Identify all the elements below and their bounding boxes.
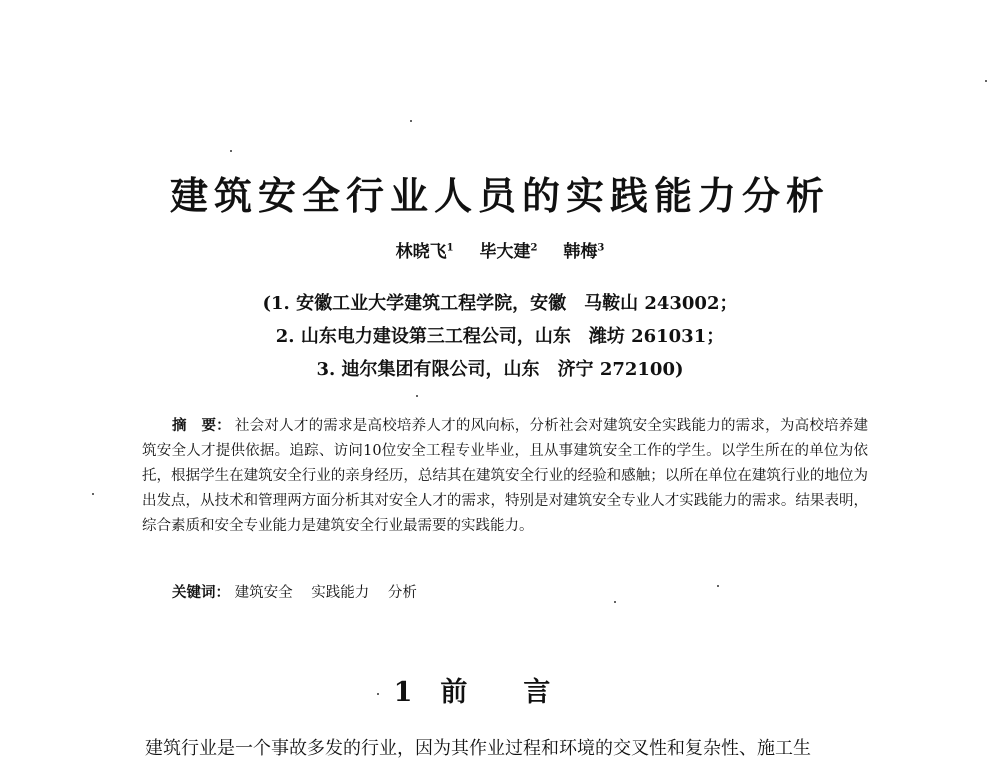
- keywords: [172, 581, 431, 602]
- keyword-1: 建筑安全: [234, 585, 293, 601]
- scan-speck: [416, 395, 418, 397]
- paper-title: 建筑安全行业人员的实践能力分析: [169, 173, 830, 218]
- body-paragraph-first-line: 建筑行业是一个事故多发的行业，因为其作业过程和环境的交叉性和复杂性、施工生: [145, 738, 811, 759]
- author-2-name: 毕大建: [479, 242, 531, 262]
- author-3-name: 韩梅: [563, 242, 598, 262]
- keywords-label: 关键词：: [172, 584, 230, 601]
- author-1-affil-mark: 1: [446, 242, 454, 254]
- keyword-2: 实践能力: [311, 585, 370, 601]
- abstract: [142, 413, 868, 539]
- abstract-text: 社会对人才的需求是高校培养人才的风向标，分析社会对建筑安全实践能力的需求，为高校培养建筑安全人才提供依据。追踪、访问10位安全工程专业毕业，且从事建筑安全工作的学生。以学生所在的单位为依托，根据学生在建筑安全行业的亲身经历，总结其在建筑安全行业的经验和感触；以所在单位在建筑行业的地位为出发点，从技术和管理两方面分析其对安全人才的需求，特别是对建筑安全专业人才实践能力的需求。结果表明，综合素质和安全专业能力是建筑安全行业最需要的实践能力。: [142, 418, 869, 534]
- abstract-label: 摘 要：: [172, 417, 231, 434]
- author-2-affil-mark: 2: [530, 242, 538, 254]
- section-number: 1: [393, 677, 413, 708]
- author-line: [0, 237, 1000, 262]
- scan-speck: [717, 585, 719, 587]
- affiliation-3: 3. 迪尔集团有限公司，山东 济宁 272100): [316, 359, 684, 380]
- section-heading: [0, 670, 1000, 709]
- section-title: 前言: [440, 677, 607, 708]
- keyword-3: 分析: [387, 585, 417, 601]
- author-1-name: 林晓飞: [395, 242, 447, 262]
- scan-speck: [92, 493, 94, 495]
- author-3: [563, 242, 604, 262]
- author-3-affil-mark: 3: [597, 242, 605, 254]
- scan-speck: [614, 601, 616, 603]
- author-1: [396, 242, 454, 262]
- scan-speck: [230, 150, 232, 152]
- author-2: [480, 242, 538, 262]
- affiliation-1: (1. 安徽工业大学建筑工程学院，安徽 马鞍山 243002；: [262, 293, 738, 314]
- scan-speck: [985, 80, 987, 82]
- scan-speck: [377, 693, 379, 695]
- scan-speck: [410, 120, 412, 122]
- affiliation-2: 2. 山东电力建设第三工程公司，山东 潍坊 261031；: [275, 326, 725, 347]
